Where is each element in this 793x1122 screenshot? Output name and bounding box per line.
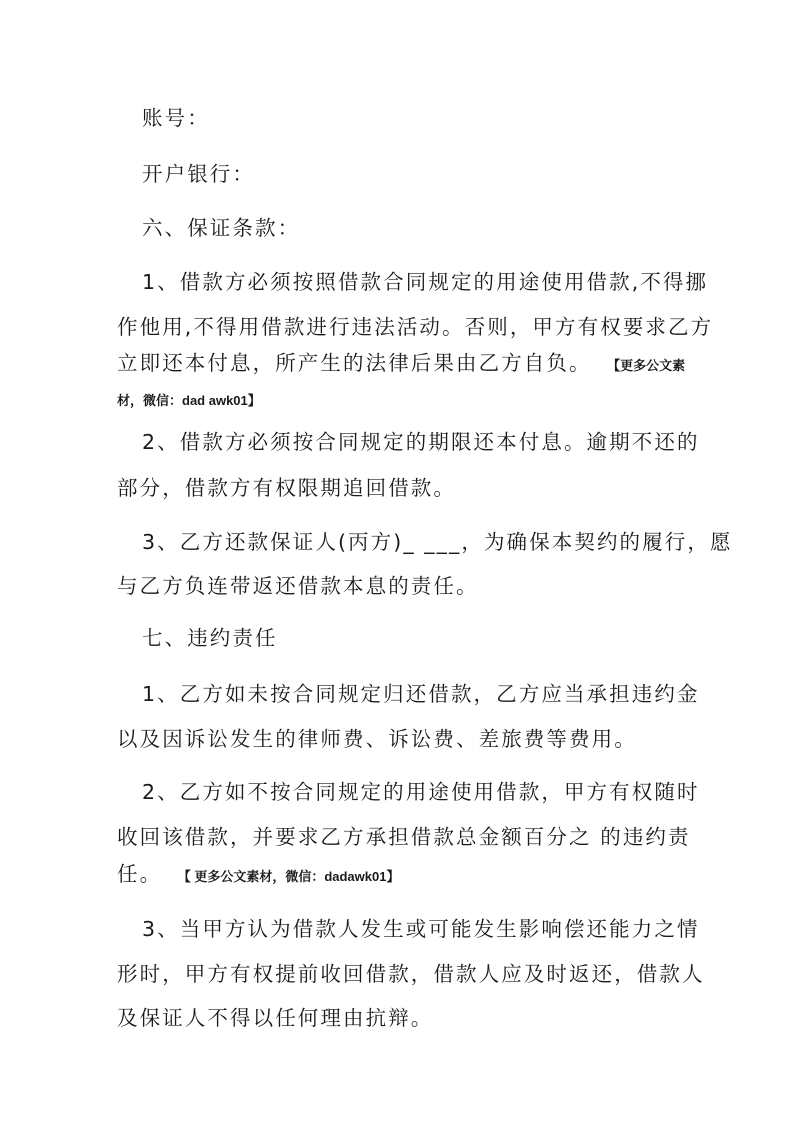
clause-7-2-line-2: 收回该借款，并要求乙方承担借款总金额百分之 的违约责 — [117, 825, 691, 849]
section-seven-heading: 七、违约责任 — [142, 626, 278, 650]
clause-6-2-line-2: 部分，借款方有权限期追回借款。 — [117, 476, 456, 500]
watermark-note-2: 【 更多公文素材，微信：dadawk01】 — [184, 869, 400, 884]
clause-7-3-line-1: 3、当甲方认为借款人发生或可能发生影响偿还能力之情 — [142, 917, 700, 941]
clause-7-1-line-2: 以及因诉讼发生的律师费、诉讼费、差旅费等费用。 — [117, 727, 637, 751]
clause-7-1-line-1: 1、乙方如未按合同规定归还借款，乙方应当承担违约金 — [142, 682, 700, 706]
clause-6-3-line-1: 3、乙方还款保证人(丙方)_ ___，为确保本契约的履行，愿 — [142, 530, 733, 554]
clause-6-3-line-2: 与乙方负连带返还借款本息的责任。 — [117, 574, 479, 598]
clause-7-3-line-3: 及保证人不得以任何理由抗辩。 — [117, 1006, 434, 1030]
clause-7-3-line-2: 形时，甲方有权提前收回借款，借款人应及时返还，借款人 — [117, 962, 705, 986]
watermark-note-line-2: 材，微信：dad awk01】 — [117, 393, 261, 408]
clause-6-1-line-2: 作他用,不得用借款进行违法活动。否则，甲方有权要求乙方 — [117, 315, 714, 339]
account-number-label: 账号： — [142, 106, 210, 130]
watermark-note-continued — [117, 384, 261, 415]
clause-6-1-line-3-text: 立即还本付息，所产生的法律后果由乙方自负。 — [117, 351, 592, 375]
section-six-heading: 六、保证条款： — [142, 216, 301, 240]
clause-6-2-line-1: 2、借款方必须按合同规定的期限还本付息。逾期不还的 — [142, 430, 700, 454]
bank-name-label: 开户银行： — [142, 162, 255, 186]
clause-7-2-line-3 — [117, 860, 399, 891]
clause-7-2-line-3-text: 任。 — [117, 862, 163, 886]
clause-6-1-line-1: 1、借款方必须按照借款合同规定的用途使用借款,不得挪 — [142, 270, 709, 294]
clause-6-1-line-3 — [117, 349, 685, 380]
clause-7-2-line-1: 2、乙方如不按合同规定的用途使用借款，甲方有权随时 — [142, 780, 700, 804]
watermark-note: 【更多公文素 — [613, 358, 686, 373]
